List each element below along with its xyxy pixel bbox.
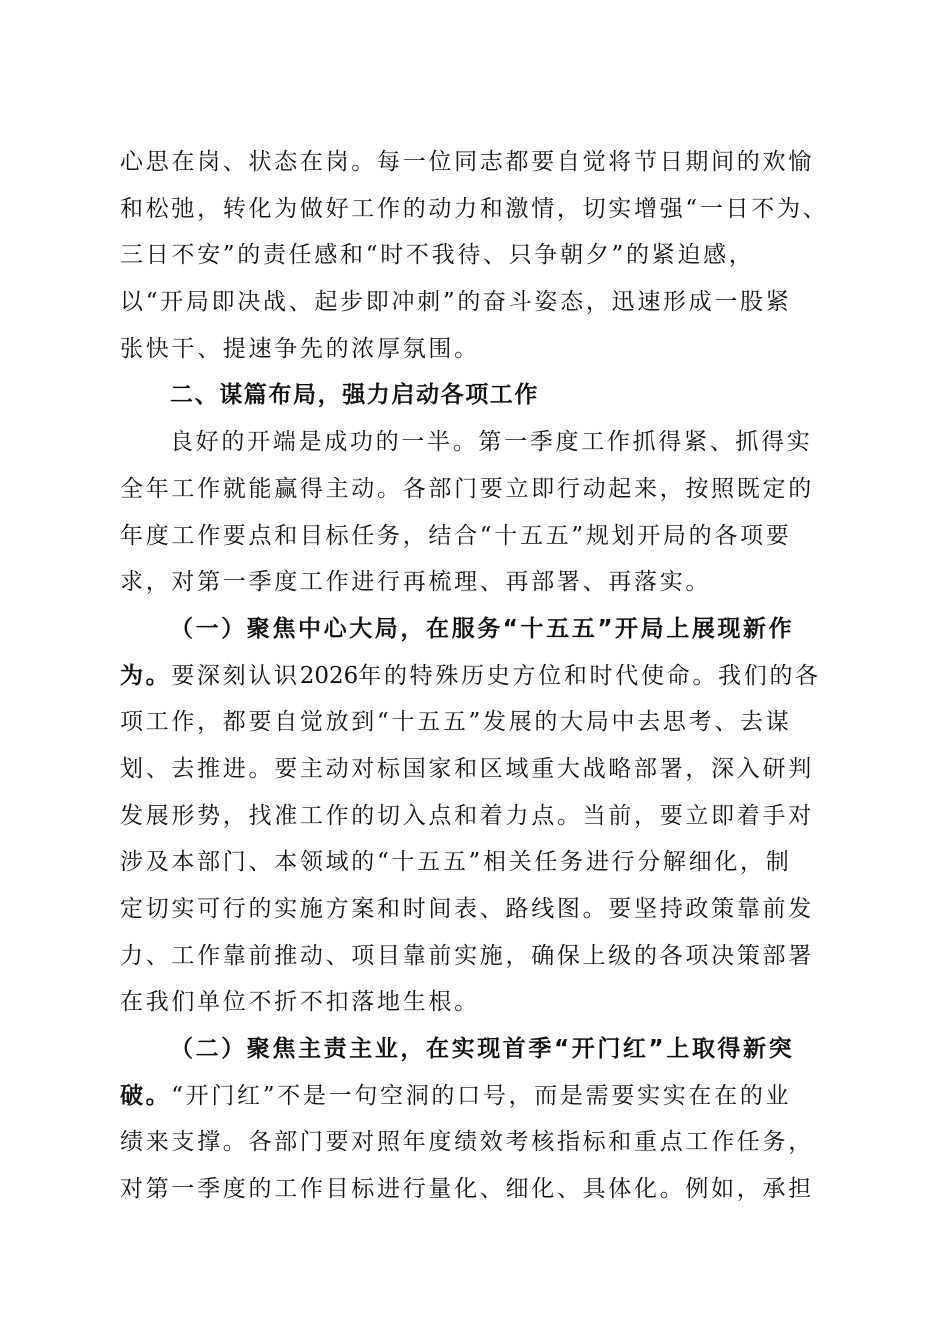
subsection-heading-end: 破。 — [120, 1082, 172, 1109]
paragraph-line: 心思在岗、状态在岗。每一位同志都要自觉将节日期间的欢愉 — [120, 149, 814, 175]
section-heading: 二、谋篇布局，强力启动各项工作 — [170, 382, 539, 409]
paragraph-line: 求，对第一季度工作进行再梳理、再部署、再落实。 — [120, 569, 712, 596]
paragraph-line: 对第一季度的工作目标进行量化、细化、具体化。例如，承担 — [120, 1176, 814, 1203]
paragraph-line: 以“开局即决战、起步即冲刺”的奋斗姿态，迅速形成一股紧 — [120, 289, 792, 316]
paragraph-line — [120, 653, 825, 700]
subsection-heading: （二）聚焦主责主业，在实现首季“开门红”上取得新突 — [170, 1036, 795, 1063]
paragraph-line: 力、工作靠前推动、项目靠前实施，确保上级的各项决策部署 — [120, 942, 814, 969]
paragraph-line: 定切实可行的实施方案和时间表、路线图。要坚持政策靠前发 — [120, 896, 814, 922]
paragraph-line: 年度工作要点和目标任务，结合“十五五”规划开局的各项要 — [120, 522, 792, 549]
paragraph-line: 发展形势，找准工作的切入点和着力点。当前，要立即着手对 — [120, 802, 814, 829]
text-run: 年的特殊历史方位和时代使命。我们的各 — [358, 662, 821, 689]
paragraph-line: 涉及本部门、本领域的“十五五”相关任务进行分解细化，制 — [120, 849, 792, 876]
paragraph-line: 绩来支撑。各部门要对照年度绩效考核指标和重点工作任务， — [120, 1129, 814, 1156]
subsection-heading-end: 为。 — [120, 662, 172, 689]
paragraph-line: 划、去推进。要主动对标国家和区域重大战略部署，深入研判 — [120, 755, 814, 782]
paragraph-line: 在我们单位不折不扣落地生根。 — [120, 989, 480, 1016]
text-run: 要深刻认识 — [171, 662, 300, 689]
year-number: 2026 — [299, 662, 359, 689]
paragraph-line: 良好的开端是成功的一半。第一季度工作抓得紧、抓得实 — [170, 429, 813, 456]
document-body — [120, 139, 829, 1213]
paragraph-line: 全年工作就能赢得主动。各部门要立即行动起来，按照既定的 — [120, 475, 814, 502]
paragraph-line: 和松弛，转化为做好工作的动力和激情，切实增强“一日不为、 — [120, 195, 829, 222]
paragraph-line: 项工作，都要自觉放到“十五五”发展的大局中去思考、去谋 — [120, 709, 792, 736]
paragraph-line — [120, 1073, 825, 1120]
subsection-heading: （一）聚焦中心大局，在服务“十五五”开局上展现新作 — [170, 615, 795, 642]
text-run: “开门红”不是一句空洞的口号，而是需要实实在在的业 — [171, 1082, 792, 1109]
paragraph-line: 三日不安”的责任感和“时不我待、只争朝夕”的紧迫感， — [120, 242, 755, 269]
paragraph-line: 张快干、提速争先的浓厚氛围。 — [120, 335, 480, 362]
